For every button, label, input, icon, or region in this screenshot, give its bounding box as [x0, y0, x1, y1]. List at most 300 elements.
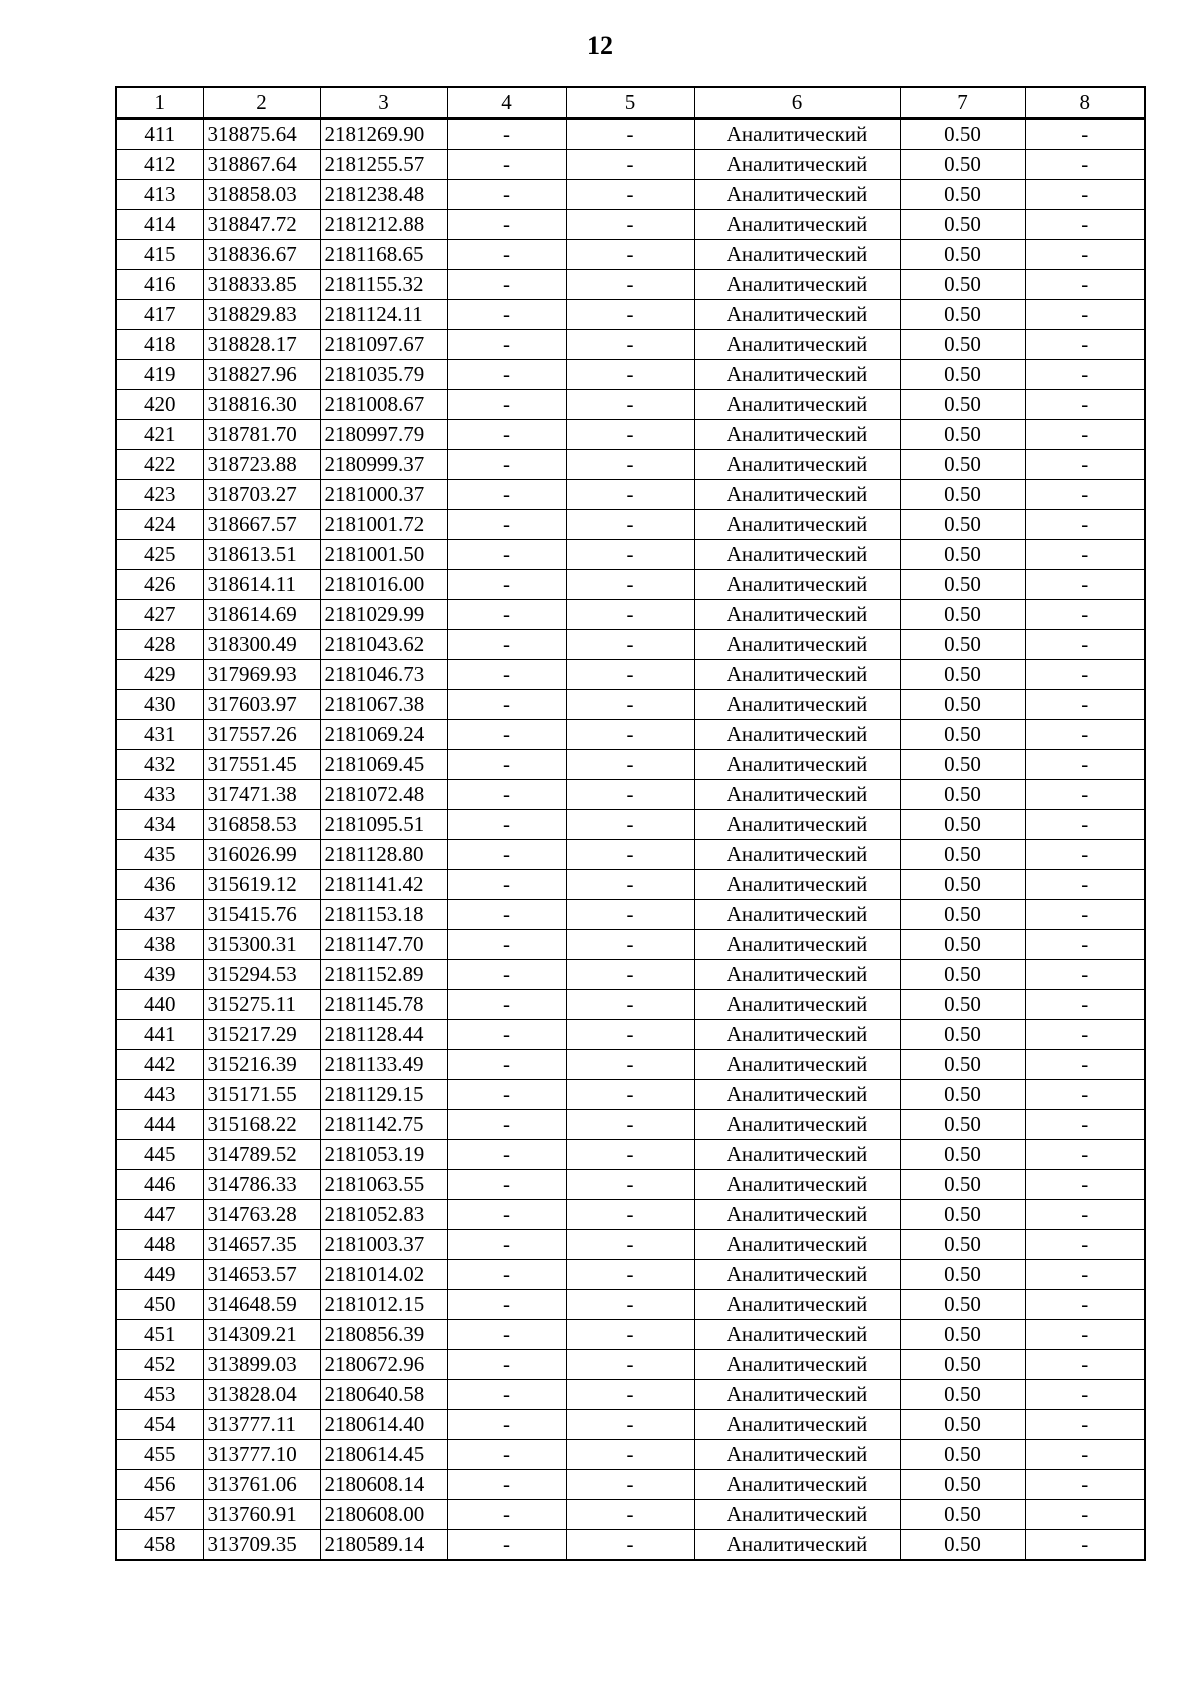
table-cell-col-4: - [447, 780, 566, 810]
table-cell-coord-y: 2180999.37 [320, 450, 447, 480]
table-cell-method: Аналитический [694, 900, 900, 930]
table-cell-col-8: - [1025, 270, 1145, 300]
table-cell-col-8: - [1025, 1320, 1145, 1350]
table-cell-col-4: - [447, 1050, 566, 1080]
table-cell-coord-x: 315415.76 [203, 900, 320, 930]
table-cell-col-4: - [447, 930, 566, 960]
table-cell-col-5: - [566, 1140, 694, 1170]
table-cell-point-number: 414 [116, 210, 203, 240]
table-row [116, 540, 1145, 570]
table-cell-col-5: - [566, 690, 694, 720]
table-cell-accuracy: 0.50 [900, 330, 1025, 360]
table-cell-coord-x: 315300.31 [203, 930, 320, 960]
column-header: 3 [320, 87, 447, 119]
table-cell-point-number: 446 [116, 1170, 203, 1200]
table-cell-coord-y: 2181212.88 [320, 210, 447, 240]
table-cell-col-8: - [1025, 150, 1145, 180]
table-cell-coord-y: 2181153.18 [320, 900, 447, 930]
table-cell-method: Аналитический [694, 720, 900, 750]
table-cell-col-5: - [566, 450, 694, 480]
table-cell-method: Аналитический [694, 1140, 900, 1170]
table-cell-col-4: - [447, 990, 566, 1020]
table-cell-accuracy: 0.50 [900, 870, 1025, 900]
table-cell-coord-x: 315294.53 [203, 960, 320, 990]
table-cell-coord-x: 317603.97 [203, 690, 320, 720]
table-cell-method: Аналитический [694, 780, 900, 810]
table-cell-coord-y: 2181147.70 [320, 930, 447, 960]
table-cell-col-4: - [447, 360, 566, 390]
table-cell-coord-y: 2181046.73 [320, 660, 447, 690]
column-header: 8 [1025, 87, 1145, 119]
table-cell-col-5: - [566, 240, 694, 270]
table-cell-col-5: - [566, 180, 694, 210]
table-cell-point-number: 438 [116, 930, 203, 960]
table-cell-coord-y: 2181097.67 [320, 330, 447, 360]
table-cell-col-4: - [447, 510, 566, 540]
table-cell-col-4: - [447, 960, 566, 990]
table-cell-col-8: - [1025, 1110, 1145, 1140]
table-cell-col-4: - [447, 540, 566, 570]
table-cell-col-5: - [566, 330, 694, 360]
table-cell-col-4: - [447, 450, 566, 480]
table-cell-accuracy: 0.50 [900, 810, 1025, 840]
table-row [116, 870, 1145, 900]
table-row [116, 630, 1145, 660]
table-cell-col-4: - [447, 720, 566, 750]
table-cell-method: Аналитический [694, 420, 900, 450]
table-row [116, 570, 1145, 600]
page-number: 12 [587, 31, 613, 60]
table-cell-coord-x: 313760.91 [203, 1500, 320, 1530]
table-cell-coord-x: 318836.67 [203, 240, 320, 270]
table-cell-point-number: 456 [116, 1470, 203, 1500]
table-cell-point-number: 451 [116, 1320, 203, 1350]
table-cell-point-number: 420 [116, 390, 203, 420]
table-cell-point-number: 443 [116, 1080, 203, 1110]
table-cell-col-8: - [1025, 360, 1145, 390]
table-row [116, 1080, 1145, 1110]
table-cell-col-8: - [1025, 1500, 1145, 1530]
table-cell-col-5: - [566, 810, 694, 840]
column-header: 1 [116, 87, 203, 119]
table-cell-point-number: 426 [116, 570, 203, 600]
table-cell-coord-x: 318827.96 [203, 360, 320, 390]
table-cell-col-5: - [566, 540, 694, 570]
table-cell-point-number: 450 [116, 1290, 203, 1320]
coordinates-table [115, 86, 1146, 1561]
table-row [116, 240, 1145, 270]
table-cell-coord-x: 316858.53 [203, 810, 320, 840]
table-cell-accuracy: 0.50 [900, 1440, 1025, 1470]
table-cell-accuracy: 0.50 [900, 1230, 1025, 1260]
table-cell-col-5: - [566, 420, 694, 450]
table-cell-col-4: - [447, 660, 566, 690]
table-cell-point-number: 444 [116, 1110, 203, 1140]
table-cell-method: Аналитический [694, 1410, 900, 1440]
table-row [116, 900, 1145, 930]
table-cell-coord-x: 318829.83 [203, 300, 320, 330]
table-cell-col-8: - [1025, 930, 1145, 960]
table-cell-method: Аналитический [694, 1530, 900, 1561]
table-cell-col-5: - [566, 1440, 694, 1470]
table-cell-method: Аналитический [694, 750, 900, 780]
table-cell-coord-x: 318847.72 [203, 210, 320, 240]
column-header: 4 [447, 87, 566, 119]
table-row [116, 960, 1145, 990]
column-header: 6 [694, 87, 900, 119]
table-cell-accuracy: 0.50 [900, 690, 1025, 720]
table-cell-method: Аналитический [694, 960, 900, 990]
table-cell-method: Аналитический [694, 840, 900, 870]
table-cell-col-5: - [566, 1080, 694, 1110]
table-cell-col-4: - [447, 1410, 566, 1440]
table-cell-accuracy: 0.50 [900, 150, 1025, 180]
table-body [116, 119, 1145, 1561]
table-cell-col-5: - [566, 1410, 694, 1440]
table-cell-method: Аналитический [694, 270, 900, 300]
table-cell-coord-x: 313761.06 [203, 1470, 320, 1500]
table-cell-method: Аналитический [694, 600, 900, 630]
table-cell-accuracy: 0.50 [900, 300, 1025, 330]
table-cell-coord-x: 317969.93 [203, 660, 320, 690]
table-cell-coord-x: 314648.59 [203, 1290, 320, 1320]
table-cell-accuracy: 0.50 [900, 240, 1025, 270]
table-cell-coord-y: 2181145.78 [320, 990, 447, 1020]
table-cell-col-5: - [566, 1260, 694, 1290]
table-row [116, 690, 1145, 720]
table-cell-accuracy: 0.50 [900, 119, 1025, 150]
table-cell-col-8: - [1025, 480, 1145, 510]
table-cell-col-8: - [1025, 1350, 1145, 1380]
table-row [116, 360, 1145, 390]
table-row [116, 1020, 1145, 1050]
table-cell-col-8: - [1025, 780, 1145, 810]
table-cell-coord-y: 2180608.14 [320, 1470, 447, 1500]
table-cell-coord-y: 2181069.24 [320, 720, 447, 750]
table-cell-col-4: - [447, 1260, 566, 1290]
table-cell-coord-y: 2181095.51 [320, 810, 447, 840]
table-cell-point-number: 452 [116, 1350, 203, 1380]
table-cell-coord-x: 318833.85 [203, 270, 320, 300]
table-cell-coord-y: 2181124.11 [320, 300, 447, 330]
table-cell-col-8: - [1025, 720, 1145, 750]
table-cell-col-8: - [1025, 1290, 1145, 1320]
table-cell-coord-y: 2180608.00 [320, 1500, 447, 1530]
table-cell-col-8: - [1025, 1080, 1145, 1110]
table-cell-coord-x: 318828.17 [203, 330, 320, 360]
table-cell-col-5: - [566, 1350, 694, 1380]
table-cell-coord-x: 318614.69 [203, 600, 320, 630]
table-cell-col-8: - [1025, 810, 1145, 840]
table-cell-method: Аналитический [694, 1260, 900, 1290]
table-row [116, 600, 1145, 630]
table-cell-col-5: - [566, 630, 694, 660]
table-cell-accuracy: 0.50 [900, 960, 1025, 990]
table-cell-col-5: - [566, 660, 694, 690]
table-cell-col-5: - [566, 510, 694, 540]
table-cell-accuracy: 0.50 [900, 1320, 1025, 1350]
table-cell-method: Аналитический [694, 1470, 900, 1500]
table-cell-coord-x: 317557.26 [203, 720, 320, 750]
table-cell-col-8: - [1025, 210, 1145, 240]
table-cell-method: Аналитический [694, 930, 900, 960]
table-cell-coord-y: 2181168.65 [320, 240, 447, 270]
table-row [116, 1290, 1145, 1320]
table-cell-coord-x: 318667.57 [203, 510, 320, 540]
table-row [116, 119, 1145, 150]
table-cell-col-5: - [566, 750, 694, 780]
table-cell-col-4: - [447, 1140, 566, 1170]
table-cell-col-8: - [1025, 119, 1145, 150]
table-cell-coord-x: 314657.35 [203, 1230, 320, 1260]
table-cell-col-4: - [447, 750, 566, 780]
table-cell-coord-y: 2181029.99 [320, 600, 447, 630]
table-cell-col-4: - [447, 1200, 566, 1230]
table-cell-col-8: - [1025, 420, 1145, 450]
table-header-row [116, 87, 1145, 119]
table-cell-accuracy: 0.50 [900, 840, 1025, 870]
table-cell-point-number: 416 [116, 270, 203, 300]
table-cell-col-8: - [1025, 180, 1145, 210]
table-cell-coord-x: 318816.30 [203, 390, 320, 420]
table-cell-coord-x: 318875.64 [203, 119, 320, 150]
table-cell-col-4: - [447, 1470, 566, 1500]
table-cell-col-4: - [447, 119, 566, 150]
table-cell-accuracy: 0.50 [900, 390, 1025, 420]
table-row [116, 1500, 1145, 1530]
table-cell-col-8: - [1025, 1170, 1145, 1200]
table-row [116, 840, 1145, 870]
table-cell-method: Аналитический [694, 1380, 900, 1410]
table-cell-method: Аналитический [694, 990, 900, 1020]
table-cell-coord-y: 2181035.79 [320, 360, 447, 390]
table-cell-accuracy: 0.50 [900, 930, 1025, 960]
table-cell-coord-x: 315217.29 [203, 1020, 320, 1050]
table-cell-method: Аналитический [694, 660, 900, 690]
table-cell-coord-y: 2181001.72 [320, 510, 447, 540]
table-cell-col-8: - [1025, 990, 1145, 1020]
table-cell-col-5: - [566, 210, 694, 240]
table-cell-col-4: - [447, 180, 566, 210]
table-cell-col-8: - [1025, 660, 1145, 690]
table-cell-method: Аналитический [694, 1320, 900, 1350]
table-cell-coord-x: 315275.11 [203, 990, 320, 1020]
table-cell-accuracy: 0.50 [900, 1080, 1025, 1110]
table-cell-col-4: - [447, 1440, 566, 1470]
table-cell-coord-x: 314309.21 [203, 1320, 320, 1350]
table-cell-point-number: 421 [116, 420, 203, 450]
table-cell-col-5: - [566, 1200, 694, 1230]
table-cell-col-8: - [1025, 630, 1145, 660]
table-row [116, 1470, 1145, 1500]
table-cell-coord-y: 2181072.48 [320, 780, 447, 810]
table-cell-col-4: - [447, 1320, 566, 1350]
table-cell-method: Аналитический [694, 690, 900, 720]
table-cell-coord-y: 2181152.89 [320, 960, 447, 990]
table-cell-coord-x: 318723.88 [203, 450, 320, 480]
table-cell-point-number: 453 [116, 1380, 203, 1410]
table-row [116, 1050, 1145, 1080]
table-cell-col-5: - [566, 900, 694, 930]
table-cell-col-5: - [566, 780, 694, 810]
table-cell-method: Аналитический [694, 1440, 900, 1470]
table-cell-point-number: 423 [116, 480, 203, 510]
table-cell-point-number: 439 [116, 960, 203, 990]
table-cell-col-8: - [1025, 840, 1145, 870]
table-cell-coord-y: 2181141.42 [320, 870, 447, 900]
table-row [116, 270, 1145, 300]
column-header: 5 [566, 87, 694, 119]
table-cell-accuracy: 0.50 [900, 900, 1025, 930]
table-cell-coord-x: 314789.52 [203, 1140, 320, 1170]
table-cell-coord-y: 2181129.15 [320, 1080, 447, 1110]
table-cell-col-5: - [566, 390, 694, 420]
table-cell-point-number: 432 [116, 750, 203, 780]
table-cell-col-5: - [566, 480, 694, 510]
table-cell-col-5: - [566, 1050, 694, 1080]
table-cell-accuracy: 0.50 [900, 480, 1025, 510]
table-cell-method: Аналитический [694, 119, 900, 150]
table-cell-coord-y: 2181063.55 [320, 1170, 447, 1200]
table-cell-accuracy: 0.50 [900, 1380, 1025, 1410]
table-row [116, 990, 1145, 1020]
table-cell-coord-y: 2181052.83 [320, 1200, 447, 1230]
table-cell-point-number: 429 [116, 660, 203, 690]
table-cell-accuracy: 0.50 [900, 1110, 1025, 1140]
table-cell-col-4: - [447, 1230, 566, 1260]
table-cell-accuracy: 0.50 [900, 1170, 1025, 1200]
table-row [116, 660, 1145, 690]
table-cell-method: Аналитический [694, 1200, 900, 1230]
table-cell-col-8: - [1025, 600, 1145, 630]
table-cell-coord-y: 2180997.79 [320, 420, 447, 450]
table-cell-method: Аналитический [694, 360, 900, 390]
table-cell-point-number: 435 [116, 840, 203, 870]
table-cell-accuracy: 0.50 [900, 780, 1025, 810]
table-cell-method: Аналитический [694, 1230, 900, 1260]
table-cell-method: Аналитический [694, 480, 900, 510]
table-cell-col-8: - [1025, 1230, 1145, 1260]
table-cell-point-number: 457 [116, 1500, 203, 1530]
table-cell-col-5: - [566, 600, 694, 630]
table-cell-point-number: 430 [116, 690, 203, 720]
table-cell-col-4: - [447, 270, 566, 300]
table-cell-col-4: - [447, 1500, 566, 1530]
table-cell-coord-x: 314763.28 [203, 1200, 320, 1230]
table-row [116, 750, 1145, 780]
table-cell-method: Аналитический [694, 1290, 900, 1320]
table-cell-col-8: - [1025, 1020, 1145, 1050]
table-cell-col-8: - [1025, 750, 1145, 780]
table-row [116, 450, 1145, 480]
table-cell-accuracy: 0.50 [900, 540, 1025, 570]
table-cell-point-number: 437 [116, 900, 203, 930]
table-cell-method: Аналитический [694, 300, 900, 330]
table-cell-coord-y: 2181269.90 [320, 119, 447, 150]
table-cell-point-number: 419 [116, 360, 203, 390]
table-cell-method: Аналитический [694, 330, 900, 360]
table-cell-point-number: 440 [116, 990, 203, 1020]
table-cell-accuracy: 0.50 [900, 750, 1025, 780]
table-cell-point-number: 434 [116, 810, 203, 840]
table-cell-col-4: - [447, 1380, 566, 1410]
table-cell-col-4: - [447, 1530, 566, 1561]
table-cell-method: Аналитический [694, 630, 900, 660]
table-cell-col-5: - [566, 840, 694, 870]
table-cell-col-5: - [566, 1380, 694, 1410]
table-cell-col-5: - [566, 1530, 694, 1561]
table-cell-method: Аналитический [694, 180, 900, 210]
table-cell-col-5: - [566, 1320, 694, 1350]
table-cell-col-4: - [447, 330, 566, 360]
table-row [116, 780, 1145, 810]
table-cell-accuracy: 0.50 [900, 1410, 1025, 1440]
table-cell-method: Аналитический [694, 450, 900, 480]
table-cell-method: Аналитический [694, 1080, 900, 1110]
table-cell-coord-x: 318613.51 [203, 540, 320, 570]
table-cell-col-4: - [447, 1290, 566, 1320]
table-cell-col-5: - [566, 1290, 694, 1320]
table-cell-point-number: 417 [116, 300, 203, 330]
table-row [116, 1380, 1145, 1410]
table-cell-col-4: - [447, 630, 566, 660]
table-cell-col-8: - [1025, 960, 1145, 990]
table-row [116, 330, 1145, 360]
table-cell-accuracy: 0.50 [900, 1200, 1025, 1230]
table-cell-col-5: - [566, 300, 694, 330]
table-cell-point-number: 413 [116, 180, 203, 210]
table-cell-col-4: - [447, 300, 566, 330]
table-row [116, 1410, 1145, 1440]
table-cell-col-5: - [566, 570, 694, 600]
table-cell-coord-x: 317551.45 [203, 750, 320, 780]
table-cell-col-4: - [447, 600, 566, 630]
table-cell-col-5: - [566, 1470, 694, 1500]
table-cell-coord-y: 2181053.19 [320, 1140, 447, 1170]
table-cell-method: Аналитический [694, 1350, 900, 1380]
table-cell-coord-y: 2181155.32 [320, 270, 447, 300]
table-row [116, 390, 1145, 420]
table-row [116, 1230, 1145, 1260]
table-row [116, 1110, 1145, 1140]
table-cell-method: Аналитический [694, 240, 900, 270]
table-cell-accuracy: 0.50 [900, 1290, 1025, 1320]
table-cell-method: Аналитический [694, 210, 900, 240]
table-cell-accuracy: 0.50 [900, 990, 1025, 1020]
table-cell-col-8: - [1025, 300, 1145, 330]
table-cell-coord-y: 2181069.45 [320, 750, 447, 780]
table-cell-col-8: - [1025, 1410, 1145, 1440]
table-row [116, 180, 1145, 210]
table-cell-point-number: 454 [116, 1410, 203, 1440]
table-row [116, 810, 1145, 840]
table-row [116, 510, 1145, 540]
table-cell-coord-x: 318703.27 [203, 480, 320, 510]
table-cell-method: Аналитический [694, 510, 900, 540]
table-cell-col-8: - [1025, 1200, 1145, 1230]
table-cell-point-number: 424 [116, 510, 203, 540]
table-cell-coord-x: 313828.04 [203, 1380, 320, 1410]
table-cell-col-4: - [447, 480, 566, 510]
table-cell-method: Аналитический [694, 390, 900, 420]
table-cell-accuracy: 0.50 [900, 420, 1025, 450]
table-cell-coord-y: 2181133.49 [320, 1050, 447, 1080]
table-cell-point-number: 415 [116, 240, 203, 270]
table-cell-coord-x: 316026.99 [203, 840, 320, 870]
table-cell-col-8: - [1025, 540, 1145, 570]
table-row [116, 300, 1145, 330]
table-cell-accuracy: 0.50 [900, 660, 1025, 690]
